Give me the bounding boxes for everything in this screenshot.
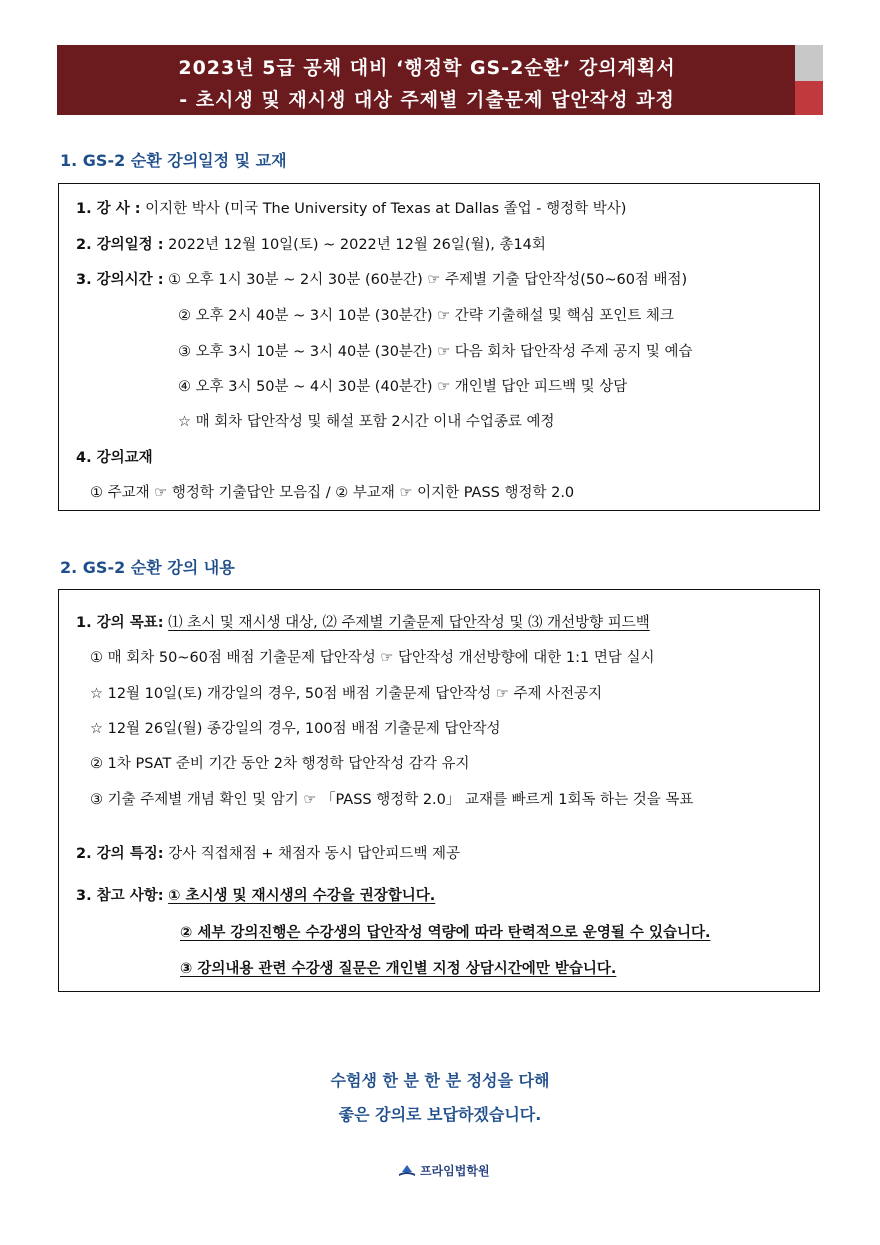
goal-item: ① 매 회차 50~60점 배점 기출문제 답안작성 ☞ 답안작성 개선방향에 대한 1:1 면담 실시 [90,650,655,666]
lecturer-row [76,197,626,218]
notes-row [76,884,435,905]
notes-label: 3. 참고 사항: [76,888,164,904]
time-item: ④ 오후 3시 50분 ~ 4시 30분 (40분간) ☞ 개인별 답안 피드백 및 상담 [178,379,628,395]
lecturer-label: 1. 강 사 : [76,201,141,217]
goal-item: ☆ 12월 26일(월) 종강일의 경우, 100점 배점 기출문제 답안작성 [90,721,501,737]
time-item: ① 오후 1시 30분 ~ 2시 30분 (60분간) ☞ 주제별 기출 답안작성(50~60점 배점) [168,272,688,288]
goal-item: ② 1차 PSAT 준비 기간 동안 2차 행정학 답안작성 감각 유지 [90,756,470,772]
header-banner [57,45,823,115]
header-subtitle: - 초시생 및 재시생 대상 주제별 기출문제 답안작성 과정 [179,89,675,111]
feature-label: 2. 강의 특징: [76,846,164,862]
time-item: ② 오후 2시 40분 ~ 3시 10분 (30분간) ☞ 간략 기출해설 및 핵심 포인트 체크 [178,308,674,324]
feature-value: 강사 직접채점 + 채점자 동시 답안피드백 제공 [168,846,461,862]
goal-value: ⑴ 초시 및 재시생 대상, ⑵ 주제별 기출문제 답안작성 및 ⑶ 개선방향 피드백 [168,615,650,631]
textbook-value: ① 주교재 ☞ 행정학 기출답안 모음집 / ② 부교재 ☞ 이지한 PASS 행정학 2.0 [90,485,575,501]
goal-item: ☆ 12월 10일(토) 개강일의 경우, 50점 배점 기출문제 답안작성 ☞ 주제 사전공지 [90,686,603,702]
time-item: ③ 오후 3시 10분 ~ 3시 40분 (30분간) ☞ 다음 회차 답안작성 주제 공지 및 예습 [178,344,693,360]
schedule-label: 2. 강의일정 : [76,237,164,253]
section1-title: 1. GS-2 순환 강의일정 및 교재 [60,151,287,170]
note-item: ③ 강의내용 관련 수강생 질문은 개인별 지정 상담시간에만 받습니다. [180,961,617,977]
footer-line1: 수험생 한 분 한 분 정성을 다해 [330,1071,550,1090]
schedule-row [76,233,546,254]
footer-line2: 좋은 강의로 보답하겠습니다. [338,1105,542,1124]
goal-label: 1. 강의 목표: [76,615,164,631]
logo-icon [398,1164,416,1178]
banner-decoration-gray [795,45,823,81]
time-note: ☆ 매 회차 답안작성 및 해설 포함 2시간 이내 수업종료 예정 [178,414,555,430]
logo-text: 프라임법학원 [420,1164,490,1178]
note-item: ② 세부 강의진행은 수강생의 답안작성 역량에 따라 탄력적으로 운영될 수 있습니다. [180,925,711,941]
time-row [76,268,687,289]
feature-row [76,842,460,863]
section2-title: 2. GS-2 순환 강의 내용 [60,558,235,577]
schedule-value: 2022년 12월 10일(토) ~ 2022년 12월 26일(월), 총14회 [168,237,546,253]
header-title: 2023년 5급 공채 대비 ‘행정학 GS-2순환’ 강의계획서 [178,57,676,79]
note-item: ① 초시생 및 재시생의 수강을 권장합니다. [168,888,436,904]
goal-item: ③ 기출 주제별 개념 확인 및 암기 ☞ 「PASS 행정학 2.0」 교재를 빠르게 1회독 하는 것을 목표 [90,792,694,808]
lecturer-value: 이지한 박사 (미국 The University of Texas at Dallas 졸업 - 행정학 박사) [145,201,627,217]
time-label: 3. 강의시간 : [76,272,164,288]
banner-decoration-red [795,81,823,115]
academy-logo [398,1162,490,1179]
textbook-label: 4. 강의교재 [76,450,153,466]
goal-row [76,611,650,632]
